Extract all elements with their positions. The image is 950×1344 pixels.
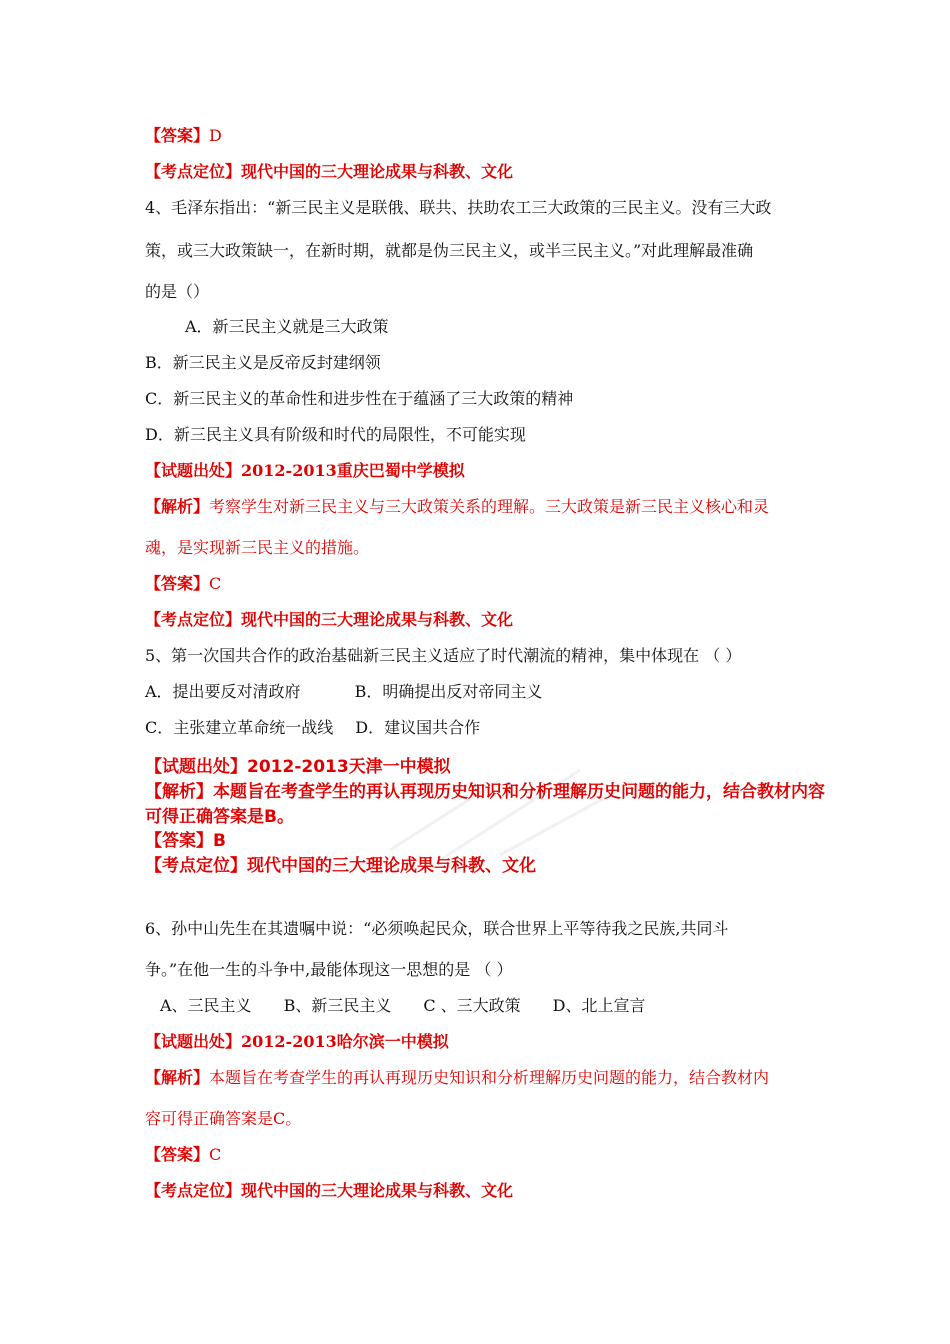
q5-option-d: D．建议国共合作 bbox=[355, 718, 481, 737]
q5-answer-line bbox=[145, 830, 226, 852]
q6-topic-tag: 【考点定位】 bbox=[145, 1181, 242, 1200]
q4-analysis-tag: 【解析】 bbox=[145, 497, 210, 516]
q5-options-row1 bbox=[145, 681, 542, 703]
q4-option-a: A．新三民主义就是三大政策 bbox=[185, 317, 389, 336]
answer-tag: 【答案】 bbox=[145, 126, 210, 145]
q6-source-line bbox=[145, 1031, 449, 1053]
q6-answer-tag: 【答案】 bbox=[145, 1145, 210, 1164]
q5-stem-line1: 5、第一次国共合作的政治基础新三民主义适应了时代潮流的精神，集中体现在 （ ） bbox=[145, 646, 742, 665]
q4-stem-line3: 的是（） bbox=[145, 282, 210, 301]
q4-stem-line2: 策，或三大政策缺一，在新时期，就都是伪三民主义，或半三民主义。”对此理解最准确 bbox=[145, 241, 754, 260]
q5-answer-tag: 【答案】 bbox=[145, 831, 213, 851]
q4-option-d: D．新三民主义具有阶级和时代的局限性，不可能实现 bbox=[145, 425, 526, 444]
q5-option-a: A．提出要反对清政府 bbox=[145, 682, 301, 701]
q4-topic-value: 现代中国的三大理论成果与科教、文化 bbox=[241, 610, 514, 629]
q4-stem-line1: 4、毛泽东指出：“新三民主义是联俄、联共、扶助农工三大政策的三民主义。没有三大政 bbox=[145, 198, 772, 217]
q6-option-a: A、三民主义 bbox=[160, 996, 252, 1015]
q6-analysis-line1 bbox=[145, 1067, 769, 1089]
q5-source-value: 2012-2013天津一中模拟 bbox=[247, 757, 451, 777]
q6-answer-line bbox=[145, 1144, 221, 1166]
q6-stem-line1: 6、孙中山先生在其遗嘱中说：“必须唤起民众，联合世界上平等待我之民族,共同斗 bbox=[145, 919, 729, 938]
q5-analysis-line2: 可得正确答案是B。 bbox=[145, 807, 294, 827]
q4-source-value: 2012-2013重庆巴蜀中学模拟 bbox=[241, 461, 465, 480]
q6-topic-value: 现代中国的三大理论成果与科教、文化 bbox=[241, 1181, 514, 1200]
q5-topic-value: 现代中国的三大理论成果与科教、文化 bbox=[247, 856, 536, 876]
q6-source-tag: 【试题出处】 bbox=[145, 1032, 242, 1051]
q4-answer-line bbox=[145, 573, 221, 595]
q4-answer-value: C bbox=[209, 574, 222, 593]
q5-topic-tag: 【考点定位】 bbox=[145, 856, 247, 876]
topic-line bbox=[145, 161, 513, 183]
q6-answer-value: C bbox=[209, 1145, 222, 1164]
q4-source-tag: 【试题出处】 bbox=[145, 461, 242, 480]
q4-option-c: C．新三民主义的革命性和进步性在于蕴涵了三大政策的精神 bbox=[145, 389, 574, 408]
q6-option-d: D、北上宣言 bbox=[552, 996, 646, 1015]
q4-topic-line bbox=[145, 609, 513, 631]
q4-analysis-text1: 考察学生对新三民主义与三大政策关系的理解。三大政策是新三民主义核心和灵 bbox=[209, 497, 770, 516]
q6-option-b: B、新三民主义 bbox=[283, 996, 392, 1015]
q4-analysis-line2: 魂，是实现新三民主义的措施。 bbox=[145, 538, 370, 557]
q4-source-line bbox=[145, 460, 465, 482]
topic-value: 现代中国的三大理论成果与科教、文化 bbox=[241, 162, 514, 181]
q6-topic-line bbox=[145, 1180, 513, 1202]
watermark-graphic bbox=[380, 740, 620, 870]
q5-answer-value: B bbox=[213, 831, 226, 851]
q6-analysis-text1: 本题旨在考查学生的再认再现历史知识和分析理解历史问题的能力，结合教材内 bbox=[209, 1068, 770, 1087]
q4-topic-tag: 【考点定位】 bbox=[145, 610, 242, 629]
q6-source-value: 2012-2013哈尔滨一中模拟 bbox=[241, 1032, 449, 1051]
q5-source-tag: 【试题出处】 bbox=[145, 757, 247, 777]
q6-analysis-tag: 【解析】 bbox=[145, 1068, 210, 1087]
q6-analysis-line2: 容可得正确答案是C。 bbox=[145, 1109, 302, 1128]
answer-value: D bbox=[209, 126, 222, 145]
q4-answer-tag: 【答案】 bbox=[145, 574, 210, 593]
q5-analysis-tag: 【解析】 bbox=[145, 782, 213, 802]
q5-options-row2 bbox=[145, 717, 480, 739]
q6-option-c: C 、三大政策 bbox=[423, 996, 521, 1015]
q4-analysis-line1 bbox=[145, 496, 769, 518]
q5-option-b: B．明确提出反对帝同主义 bbox=[354, 682, 543, 701]
q5-analysis-text1: 本题旨在考查学生的再认再现历史知识和分析理解历史问题的能力，结合教材内容 bbox=[213, 782, 825, 802]
q4-option-b: B．新三民主义是反帝反封建纲领 bbox=[145, 353, 381, 372]
q5-option-c: C．主张建立革命统一战线 bbox=[145, 718, 334, 737]
q6-options-row bbox=[160, 995, 646, 1017]
answer-line bbox=[145, 125, 222, 147]
topic-tag: 【考点定位】 bbox=[145, 162, 242, 181]
q6-stem-line2: 争。”在他一生的斗争中,最能体现这一思想的是 （ ） bbox=[145, 960, 513, 979]
